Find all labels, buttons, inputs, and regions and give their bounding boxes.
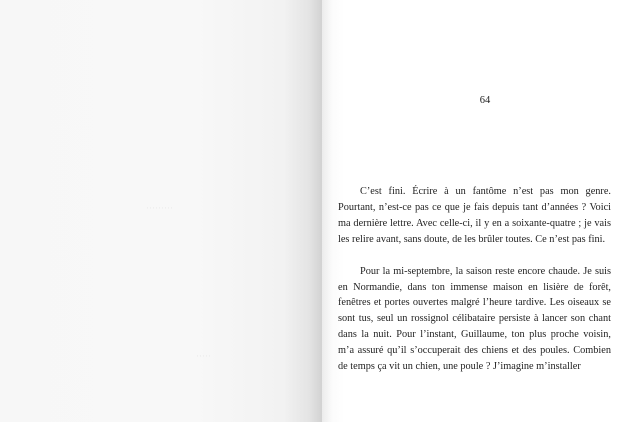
paragraph-1: C’est fini. Écrire à un fantôme n’est pas mon genre. Pourtant, n’est-ce pas ce que je fais depuis tant d’années ? Voici ma dernière lettre. Avec celle-ci, il y en a soixante-quatre ; je vais les relire avant, sans doute, de les brûler toutes. Ce n’est pas fini. — [338, 186, 611, 245]
paragraph-2: Pour la mi-septembre, la saison reste encore chaude. Je suis en Normandie, dans ton immense maison en lisière de forêt, fenêtres et portes ouvertes malgré l’heure tardive. Les oiseaux se sont tus, seul un rossignol célibataire persiste à lancer son chant dans la nuit. Pour l’instant, Guillaume, ton plus proche voisin, m’a assuré qu’il s’occuperait des chiens et des poules. Combien de temps ça vit un chien, une poule ? J’imagine m’installer — [338, 265, 611, 373]
right-page — [322, 0, 640, 422]
show-through-mark: ········· — [146, 203, 173, 213]
show-through-mark: ····· — [196, 351, 211, 361]
page-number: 64 — [479, 95, 491, 106]
body-text — [338, 184, 611, 375]
